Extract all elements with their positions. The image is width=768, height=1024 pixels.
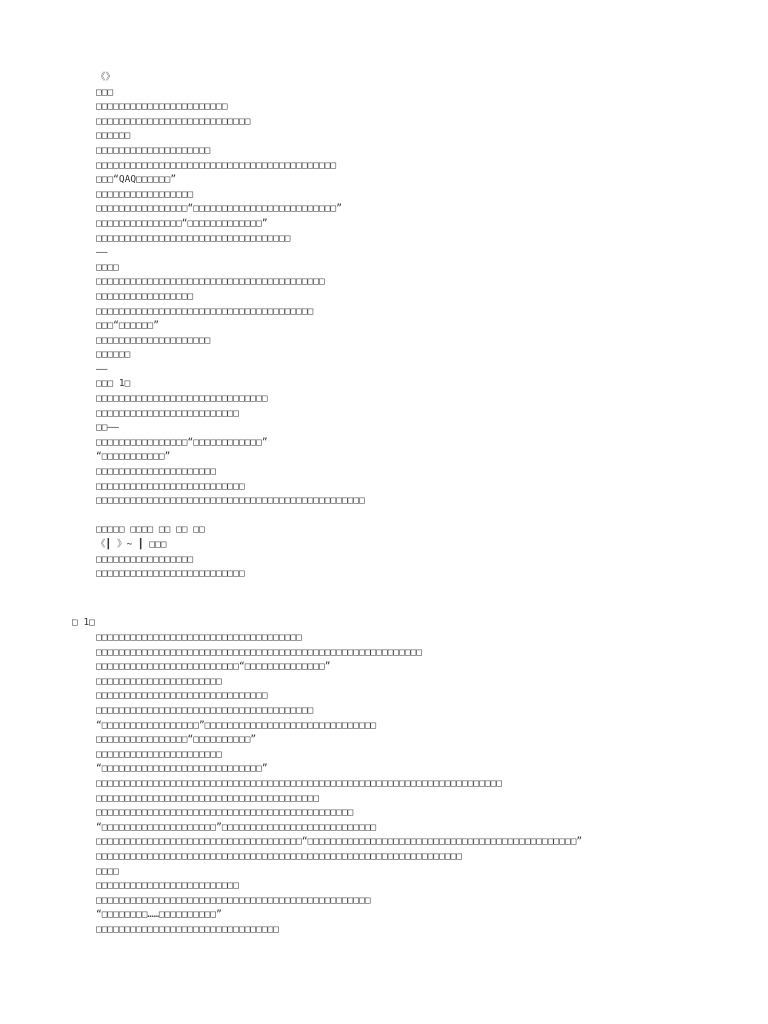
- text-line: “□□□□□□□□……□□□□□□□□□□”: [96, 909, 222, 921]
- text-line: □□□□□□□□□□□□□□□□□□□□□□□□□□□□□□□□□□□□□□□: [96, 792, 320, 804]
- text-line: □□□□□□□□□□□□□□□□□□□□□□□□□□□□□□: [96, 393, 268, 405]
- text-line: [96, 509, 365, 524]
- text-line: □□□□□□□□□□□□□□□□□□□□□: [96, 466, 217, 478]
- text-line: □□□: [96, 86, 114, 98]
- text-line: □□□□□□□□□□□□□□□□□□□□□□□□□□□□□□□□□□□□□□□□□□□□□□□□□□□□□□□□□□□□□□□□: [96, 850, 463, 862]
- text-line: □□□□□□□□□□□□□□□□□□□□□□□□□“□□□□□□□□□□□□□□”: [96, 661, 331, 673]
- text-line: □□□□□□□□□□□□□□□□□□□□: [96, 144, 211, 156]
- text-line: ——: [96, 247, 108, 259]
- text-line: □□□□: [96, 261, 119, 273]
- text-line: □□□“□□□□□□”: [96, 320, 159, 332]
- text-line: □□□ 1□: [96, 378, 131, 390]
- text-block-bottom: [96, 631, 582, 937]
- text-line: □□□□□□□□□□□□□□□□□□□□□□□□□□□□□□: [96, 690, 268, 702]
- text-line: □□□□□□□□□□□□□□□□□□□□□□□□□□□□□□□□□□□□□□□□□□□□□□□□□□□□□□□□□: [96, 646, 423, 658]
- text-line: □□□□□□□□□□□□□□□□□□□□□□: [96, 748, 222, 760]
- text-line: □□□□□□□□□□□□□□□□□□□□□□□□□□□□□□□□□□□□□□: [96, 305, 314, 317]
- text-line: □□□□□□□□□□□□□□□□□□□□□□□□□: [96, 880, 239, 892]
- text-line: □□□□□□□□□□□□□□□□□□□□□□□□□□□□□□□□□□□□□□□□□□□□□: [96, 807, 354, 819]
- text-line: □□□□□□□□□□□□□□□□□□□□□□□□□□: [96, 480, 245, 492]
- text-line: □□□□□□□□□□□□□□□□□□□□□□□□□□□□□□□□□□□□□□□□□□□□□□□: [96, 495, 365, 507]
- text-line: □□□□□□□□□□□□□□□□□□□□□□□□□□: [96, 568, 245, 580]
- text-line: □□□□□□□□□□□□□□□□□□□□□□□□□□□□□□□□: [96, 923, 280, 935]
- text-line: □□□□□□□□□□□□□□□□□□□□□□□□□□□□□□□□□□□□□□□□□□□□□□□□□□□□□□□□□□□□□□□□□□□□□□□: [96, 777, 503, 789]
- text-line: □□□□□□□□□□□□□□□□□□□□□□□□□□□□□□□□□□□□□□□□□□□□□□□□: [96, 894, 371, 906]
- text-line: 《┃ 》~ ┃ □□□: [96, 539, 167, 550]
- text-line: □□□□□□□□□□□□□□□□□: [96, 188, 194, 200]
- text-line: □□□□□□□□□□□□□□□□□□□□□□□□□: [96, 407, 239, 419]
- text-line: “□□□□□□□□□□□□□□□□□”□□□□□□□□□□□□□□□□□□□□□□□□□□□□□□: [96, 719, 377, 731]
- text-line: □□□□□□□□□□□□□□□“□□□□□□□□□□□□□”: [96, 217, 268, 229]
- text-line: □□□□□□: [96, 130, 131, 142]
- text-line: □□□□□□□□□□□□□□□□“□□□□□□□□□□”: [96, 734, 257, 746]
- text-line: □□□□□□□□□□□□□□□□□□□□□□□□□□□□□□□□□□□□: [96, 632, 302, 643]
- text-line: □□□□□□□□□□□□□□□□□□□□□□□□□□□□□□□□□□□□□□□□: [96, 276, 325, 288]
- text-block-top: [96, 71, 365, 582]
- text-line: □□□□□□□□□□□□□□□□“□□□□□□□□□□□□”: [96, 436, 268, 448]
- text-line: □□□□□□□□□□□□□□□□□: [96, 290, 194, 302]
- text-line: □□□□□ □□□□ □□ □□ □□: [96, 524, 205, 536]
- text-line: □□□□□□□□□□□□□□□□□□□□□□□□□□□: [96, 115, 251, 127]
- text-line: 《》: [96, 72, 116, 83]
- text-line: □□□□□□□□□□□□□□□□□□□□□□□□□□□□□□□□□□□□□□: [96, 704, 314, 716]
- text-line: □□□□: [96, 865, 119, 877]
- text-line: □□□□□□□□□□□□□□□□□□□□□□□□□□□□□□□□□□□□“□□□□□□□□□□□□□□□□□□□□□□□□□□□□□□□□□□□□□□□□□□□□□□□”: [96, 836, 583, 848]
- text-line: □□□□□□□□□□□□□□□□□□□□: [96, 334, 211, 346]
- text-line: “□□□□□□□□□□□□□□□□□□□□□□□□□□□□”: [96, 763, 268, 775]
- text-line: □□□□□□□□□□□□□□□□□: [96, 553, 194, 565]
- text-line: □□□□□□□□□□□□□□□□“□□□□□□□□□□□□□□□□□□□□□□□□□”: [96, 203, 342, 215]
- text-line: “□□□□□□□□□□□”: [96, 451, 171, 463]
- text-line: □□□□□□□□□□□□□□□□□□□□□□: [96, 675, 222, 687]
- text-line: □□——: [96, 422, 119, 434]
- text-line: □□□□□□□□□□□□□□□□□□□□□□□□□□□□□□□□□□: [96, 232, 291, 244]
- text-line: □□□“QAQ□□□□□□”: [96, 174, 177, 186]
- text-line: □□□□□□□□□□□□□□□□□□□□□□□□□□□□□□□□□□□□□□□□□□: [96, 159, 337, 171]
- text-line: □□□□□□□□□□□□□□□□□□□□□□□: [96, 101, 228, 113]
- text-line: ——: [96, 363, 108, 375]
- text-line: □□□□□□: [96, 349, 131, 361]
- chapter-heading: □ 1□: [72, 617, 95, 628]
- text-line: “□□□□□□□□□□□□□□□□□□□□”□□□□□□□□□□□□□□□□□□□□□□□□□□□: [96, 821, 377, 833]
